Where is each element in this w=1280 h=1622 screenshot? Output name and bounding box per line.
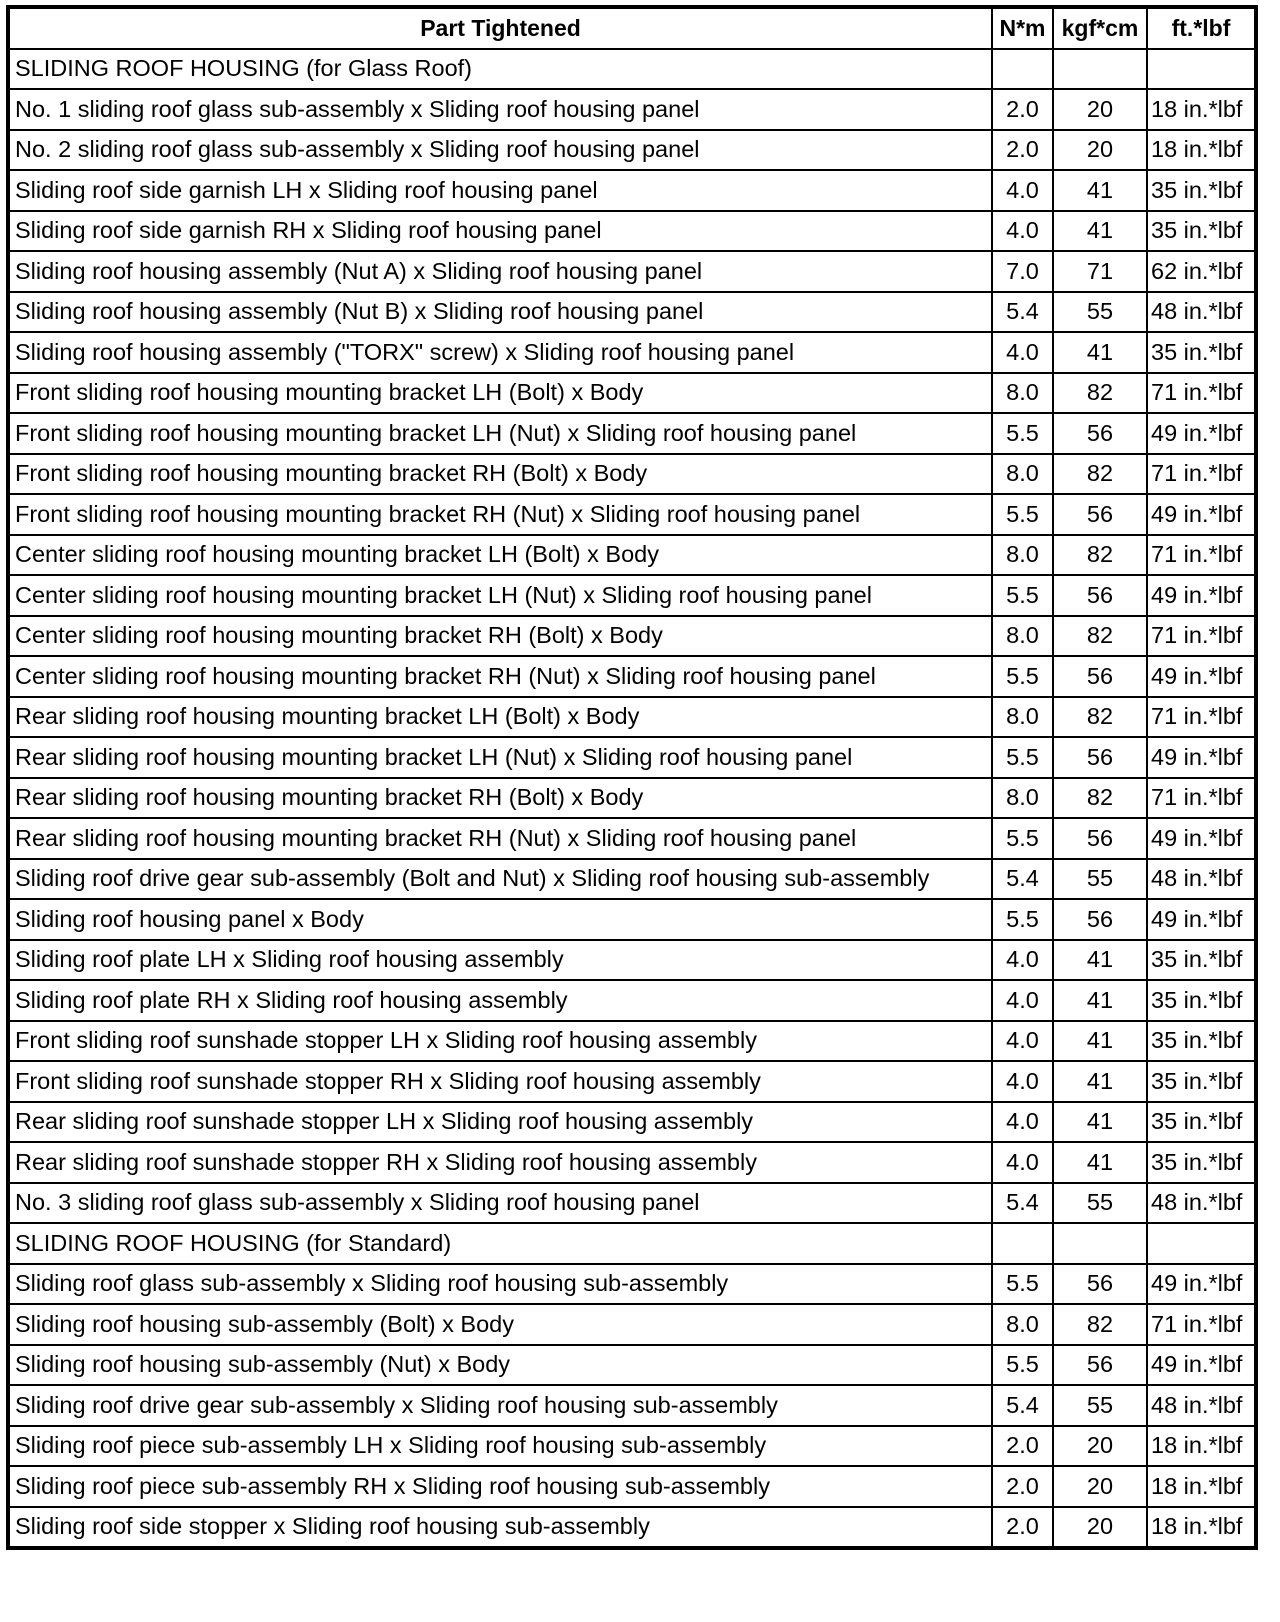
torque-ft-lbf-cell: 71 in.*lbf: [1147, 778, 1256, 819]
torque-ft-lbf-cell: 49 in.*lbf: [1147, 818, 1256, 859]
torque-ft-lbf-cell: 62 in.*lbf: [1147, 251, 1256, 292]
torque-kgf-cm-cell: 41: [1053, 1061, 1147, 1102]
torque-kgf-cm-cell: 55: [1053, 292, 1147, 333]
torque-kgf-cm-cell: 41: [1053, 1142, 1147, 1183]
part-tightened-cell: No. 3 sliding roof glass sub-assembly x Sliding roof housing panel: [8, 1183, 992, 1224]
table-body: [8, 49, 1256, 1549]
part-tightened-cell: Sliding roof piece sub-assembly RH x Sliding roof housing sub-assembly: [8, 1466, 992, 1507]
torque-nm-cell: 8.0: [992, 697, 1053, 738]
torque-ft-lbf-cell: 49 in.*lbf: [1147, 737, 1256, 778]
torque-nm-cell: 8.0: [992, 616, 1053, 657]
part-tightened-cell: Sliding roof drive gear sub-assembly x Sliding roof housing sub-assembly: [8, 1385, 992, 1426]
table-row: [8, 89, 1256, 130]
torque-nm-cell: 2.0: [992, 130, 1053, 171]
table-row: [8, 1021, 1256, 1062]
torque-ft-lbf-cell: 35 in.*lbf: [1147, 1142, 1256, 1183]
torque-kgf-cm-cell: 56: [1053, 575, 1147, 616]
header-nm: N*m: [992, 7, 1053, 49]
table-row: [8, 494, 1256, 535]
torque-nm-cell: [992, 1223, 1053, 1264]
part-tightened-cell: Sliding roof plate LH x Sliding roof housing assembly: [8, 940, 992, 981]
torque-kgf-cm-cell: 82: [1053, 454, 1147, 495]
torque-kgf-cm-cell: 41: [1053, 940, 1147, 981]
torque-nm-cell: 5.5: [992, 899, 1053, 940]
part-tightened-cell: Sliding roof housing sub-assembly (Nut) x Body: [8, 1345, 992, 1386]
table-row: [8, 292, 1256, 333]
torque-specification-table: [6, 5, 1258, 1550]
table-row: [8, 130, 1256, 171]
torque-nm-cell: 4.0: [992, 1021, 1053, 1062]
torque-kgf-cm-cell: 55: [1053, 859, 1147, 900]
torque-nm-cell: 4.0: [992, 940, 1053, 981]
torque-ft-lbf-cell: [1147, 1223, 1256, 1264]
torque-ft-lbf-cell: 18 in.*lbf: [1147, 1426, 1256, 1467]
torque-kgf-cm-cell: 55: [1053, 1385, 1147, 1426]
torque-kgf-cm-cell: 82: [1053, 778, 1147, 819]
torque-nm-cell: 2.0: [992, 1426, 1053, 1467]
torque-ft-lbf-cell: 49 in.*lbf: [1147, 899, 1256, 940]
torque-nm-cell: 8.0: [992, 454, 1053, 495]
torque-nm-cell: 4.0: [992, 1142, 1053, 1183]
torque-ft-lbf-cell: 49 in.*lbf: [1147, 413, 1256, 454]
torque-kgf-cm-cell: 82: [1053, 373, 1147, 414]
part-tightened-cell: Rear sliding roof housing mounting bracket RH (Bolt) x Body: [8, 778, 992, 819]
table-row: [8, 454, 1256, 495]
torque-ft-lbf-cell: 71 in.*lbf: [1147, 616, 1256, 657]
part-tightened-cell: Front sliding roof housing mounting bracket RH (Bolt) x Body: [8, 454, 992, 495]
table-row: [8, 170, 1256, 211]
torque-ft-lbf-cell: 71 in.*lbf: [1147, 454, 1256, 495]
torque-ft-lbf-cell: 71 in.*lbf: [1147, 697, 1256, 738]
torque-nm-cell: 5.5: [992, 1264, 1053, 1305]
torque-kgf-cm-cell: 71: [1053, 251, 1147, 292]
part-tightened-cell: No. 2 sliding roof glass sub-assembly x Sliding roof housing panel: [8, 130, 992, 171]
torque-nm-cell: 5.5: [992, 1345, 1053, 1386]
torque-kgf-cm-cell: [1053, 49, 1147, 90]
header-part-tightened: Part Tightened: [8, 7, 992, 49]
part-tightened-cell: Sliding roof side stopper x Sliding roof housing sub-assembly: [8, 1507, 992, 1549]
part-tightened-cell: Sliding roof side garnish RH x Sliding roof housing panel: [8, 211, 992, 252]
torque-ft-lbf-cell: 48 in.*lbf: [1147, 292, 1256, 333]
part-tightened-cell: Sliding roof plate RH x Sliding roof housing assembly: [8, 980, 992, 1021]
torque-kgf-cm-cell: 20: [1053, 1426, 1147, 1467]
part-tightened-cell: Sliding roof drive gear sub-assembly (Bolt and Nut) x Sliding roof housing sub-assembly: [8, 859, 992, 900]
torque-kgf-cm-cell: 20: [1053, 130, 1147, 171]
part-tightened-cell: Center sliding roof housing mounting bracket LH (Bolt) x Body: [8, 535, 992, 576]
torque-nm-cell: 5.4: [992, 1385, 1053, 1426]
torque-kgf-cm-cell: 41: [1053, 1021, 1147, 1062]
torque-nm-cell: 5.5: [992, 494, 1053, 535]
torque-kgf-cm-cell: 20: [1053, 1507, 1147, 1549]
torque-nm-cell: 8.0: [992, 535, 1053, 576]
table-row: [8, 737, 1256, 778]
table-row: [8, 1061, 1256, 1102]
part-tightened-cell: Rear sliding roof housing mounting bracket LH (Bolt) x Body: [8, 697, 992, 738]
table-row: [8, 1345, 1256, 1386]
table-row: [8, 656, 1256, 697]
part-tightened-cell: Sliding roof piece sub-assembly LH x Sliding roof housing sub-assembly: [8, 1426, 992, 1467]
table-row: [8, 980, 1256, 1021]
table-row: [8, 1142, 1256, 1183]
torque-kgf-cm-cell: 56: [1053, 656, 1147, 697]
torque-nm-cell: 4.0: [992, 211, 1053, 252]
torque-ft-lbf-cell: 18 in.*lbf: [1147, 130, 1256, 171]
torque-ft-lbf-cell: 71 in.*lbf: [1147, 535, 1256, 576]
torque-ft-lbf-cell: 18 in.*lbf: [1147, 1466, 1256, 1507]
part-tightened-cell: Front sliding roof housing mounting bracket RH (Nut) x Sliding roof housing panel: [8, 494, 992, 535]
torque-nm-cell: 5.5: [992, 818, 1053, 859]
table-row: [8, 373, 1256, 414]
table-row: [8, 1507, 1256, 1549]
torque-ft-lbf-cell: 49 in.*lbf: [1147, 656, 1256, 697]
table-row: [8, 778, 1256, 819]
torque-kgf-cm-cell: 56: [1053, 818, 1147, 859]
table-row: [8, 616, 1256, 657]
torque-kgf-cm-cell: 82: [1053, 535, 1147, 576]
table-row: [8, 1183, 1256, 1224]
table-row: [8, 332, 1256, 373]
torque-kgf-cm-cell: 56: [1053, 1345, 1147, 1386]
table-row: [8, 1102, 1256, 1143]
table-row: [8, 1223, 1256, 1264]
torque-ft-lbf-cell: 71 in.*lbf: [1147, 1304, 1256, 1345]
table-row: [8, 1264, 1256, 1305]
table-row: [8, 818, 1256, 859]
table-row: [8, 697, 1256, 738]
table-row: [8, 251, 1256, 292]
torque-kgf-cm-cell: 41: [1053, 211, 1147, 252]
part-tightened-cell: Center sliding roof housing mounting bracket LH (Nut) x Sliding roof housing panel: [8, 575, 992, 616]
torque-ft-lbf-cell: 35 in.*lbf: [1147, 940, 1256, 981]
table-row: [8, 49, 1256, 90]
table-row: [8, 859, 1256, 900]
table-row: [8, 1426, 1256, 1467]
table-row: [8, 1385, 1256, 1426]
torque-kgf-cm-cell: 41: [1053, 980, 1147, 1021]
torque-nm-cell: 2.0: [992, 1466, 1053, 1507]
torque-kgf-cm-cell: 82: [1053, 1304, 1147, 1345]
part-tightened-cell: Center sliding roof housing mounting bracket RH (Nut) x Sliding roof housing panel: [8, 656, 992, 697]
table-row: [8, 899, 1256, 940]
table-row: [8, 1304, 1256, 1345]
part-tightened-cell: Rear sliding roof housing mounting bracket LH (Nut) x Sliding roof housing panel: [8, 737, 992, 778]
part-tightened-cell: Front sliding roof sunshade stopper LH x Sliding roof housing assembly: [8, 1021, 992, 1062]
part-tightened-cell: Front sliding roof housing mounting bracket LH (Bolt) x Body: [8, 373, 992, 414]
torque-kgf-cm-cell: 56: [1053, 899, 1147, 940]
torque-nm-cell: 4.0: [992, 332, 1053, 373]
torque-kgf-cm-cell: 41: [1053, 1102, 1147, 1143]
header-ft-lbf: ft.*lbf: [1147, 7, 1256, 49]
part-tightened-cell: Sliding roof side garnish LH x Sliding roof housing panel: [8, 170, 992, 211]
table-row: [8, 1466, 1256, 1507]
torque-nm-cell: 2.0: [992, 89, 1053, 130]
torque-ft-lbf-cell: 49 in.*lbf: [1147, 1264, 1256, 1305]
torque-kgf-cm-cell: 56: [1053, 1264, 1147, 1305]
torque-ft-lbf-cell: 18 in.*lbf: [1147, 89, 1256, 130]
part-tightened-cell: Rear sliding roof sunshade stopper RH x Sliding roof housing assembly: [8, 1142, 992, 1183]
torque-kgf-cm-cell: 41: [1053, 332, 1147, 373]
torque-ft-lbf-cell: 35 in.*lbf: [1147, 980, 1256, 1021]
torque-kgf-cm-cell: 20: [1053, 1466, 1147, 1507]
torque-ft-lbf-cell: 49 in.*lbf: [1147, 1345, 1256, 1386]
torque-nm-cell: 5.4: [992, 859, 1053, 900]
torque-ft-lbf-cell: 71 in.*lbf: [1147, 373, 1256, 414]
torque-kgf-cm-cell: 56: [1053, 737, 1147, 778]
part-tightened-cell: Rear sliding roof housing mounting bracket RH (Nut) x Sliding roof housing panel: [8, 818, 992, 859]
torque-ft-lbf-cell: 48 in.*lbf: [1147, 1183, 1256, 1224]
part-tightened-cell: Sliding roof housing sub-assembly (Bolt) x Body: [8, 1304, 992, 1345]
torque-nm-cell: 5.5: [992, 575, 1053, 616]
table-row: [8, 575, 1256, 616]
torque-ft-lbf-cell: 35 in.*lbf: [1147, 1102, 1256, 1143]
part-tightened-cell: Sliding roof housing panel x Body: [8, 899, 992, 940]
torque-kgf-cm-cell: 56: [1053, 413, 1147, 454]
torque-kgf-cm-cell: 41: [1053, 170, 1147, 211]
torque-ft-lbf-cell: 49 in.*lbf: [1147, 494, 1256, 535]
torque-ft-lbf-cell: 48 in.*lbf: [1147, 1385, 1256, 1426]
part-tightened-cell: SLIDING ROOF HOUSING (for Standard): [8, 1223, 992, 1264]
header-kgf-cm: kgf*cm: [1053, 7, 1147, 49]
part-tightened-cell: Sliding roof housing assembly ("TORX" screw) x Sliding roof housing panel: [8, 332, 992, 373]
part-tightened-cell: Sliding roof housing assembly (Nut A) x Sliding roof housing panel: [8, 251, 992, 292]
part-tightened-cell: SLIDING ROOF HOUSING (for Glass Roof): [8, 49, 992, 90]
torque-kgf-cm-cell: 55: [1053, 1183, 1147, 1224]
torque-ft-lbf-cell: 48 in.*lbf: [1147, 859, 1256, 900]
torque-nm-cell: 7.0: [992, 251, 1053, 292]
torque-kgf-cm-cell: 20: [1053, 89, 1147, 130]
part-tightened-cell: Sliding roof housing assembly (Nut B) x Sliding roof housing panel: [8, 292, 992, 333]
header-row: [8, 7, 1256, 49]
torque-nm-cell: [992, 49, 1053, 90]
torque-ft-lbf-cell: [1147, 49, 1256, 90]
torque-nm-cell: 5.4: [992, 292, 1053, 333]
part-tightened-cell: No. 1 sliding roof glass sub-assembly x Sliding roof housing panel: [8, 89, 992, 130]
torque-nm-cell: 8.0: [992, 373, 1053, 414]
table-row: [8, 211, 1256, 252]
part-tightened-cell: Front sliding roof sunshade stopper RH x Sliding roof housing assembly: [8, 1061, 992, 1102]
torque-ft-lbf-cell: 35 in.*lbf: [1147, 1021, 1256, 1062]
torque-nm-cell: 5.5: [992, 413, 1053, 454]
torque-nm-cell: 2.0: [992, 1507, 1053, 1549]
table-row: [8, 413, 1256, 454]
torque-ft-lbf-cell: 18 in.*lbf: [1147, 1507, 1256, 1549]
torque-nm-cell: 4.0: [992, 980, 1053, 1021]
part-tightened-cell: Front sliding roof housing mounting bracket LH (Nut) x Sliding roof housing panel: [8, 413, 992, 454]
part-tightened-cell: Center sliding roof housing mounting bracket RH (Bolt) x Body: [8, 616, 992, 657]
torque-nm-cell: 4.0: [992, 170, 1053, 211]
torque-nm-cell: 5.5: [992, 656, 1053, 697]
table-row: [8, 940, 1256, 981]
torque-nm-cell: 4.0: [992, 1061, 1053, 1102]
torque-nm-cell: 4.0: [992, 1102, 1053, 1143]
table-row: [8, 535, 1256, 576]
part-tightened-cell: Rear sliding roof sunshade stopper LH x Sliding roof housing assembly: [8, 1102, 992, 1143]
torque-ft-lbf-cell: 35 in.*lbf: [1147, 170, 1256, 211]
torque-kgf-cm-cell: 82: [1053, 616, 1147, 657]
torque-ft-lbf-cell: 35 in.*lbf: [1147, 211, 1256, 252]
torque-nm-cell: 5.4: [992, 1183, 1053, 1224]
torque-ft-lbf-cell: 35 in.*lbf: [1147, 1061, 1256, 1102]
torque-kgf-cm-cell: 56: [1053, 494, 1147, 535]
torque-nm-cell: 5.5: [992, 737, 1053, 778]
torque-nm-cell: 8.0: [992, 1304, 1053, 1345]
torque-kgf-cm-cell: [1053, 1223, 1147, 1264]
torque-kgf-cm-cell: 82: [1053, 697, 1147, 738]
torque-ft-lbf-cell: 49 in.*lbf: [1147, 575, 1256, 616]
part-tightened-cell: Sliding roof glass sub-assembly x Sliding roof housing sub-assembly: [8, 1264, 992, 1305]
torque-nm-cell: 8.0: [992, 778, 1053, 819]
torque-ft-lbf-cell: 35 in.*lbf: [1147, 332, 1256, 373]
